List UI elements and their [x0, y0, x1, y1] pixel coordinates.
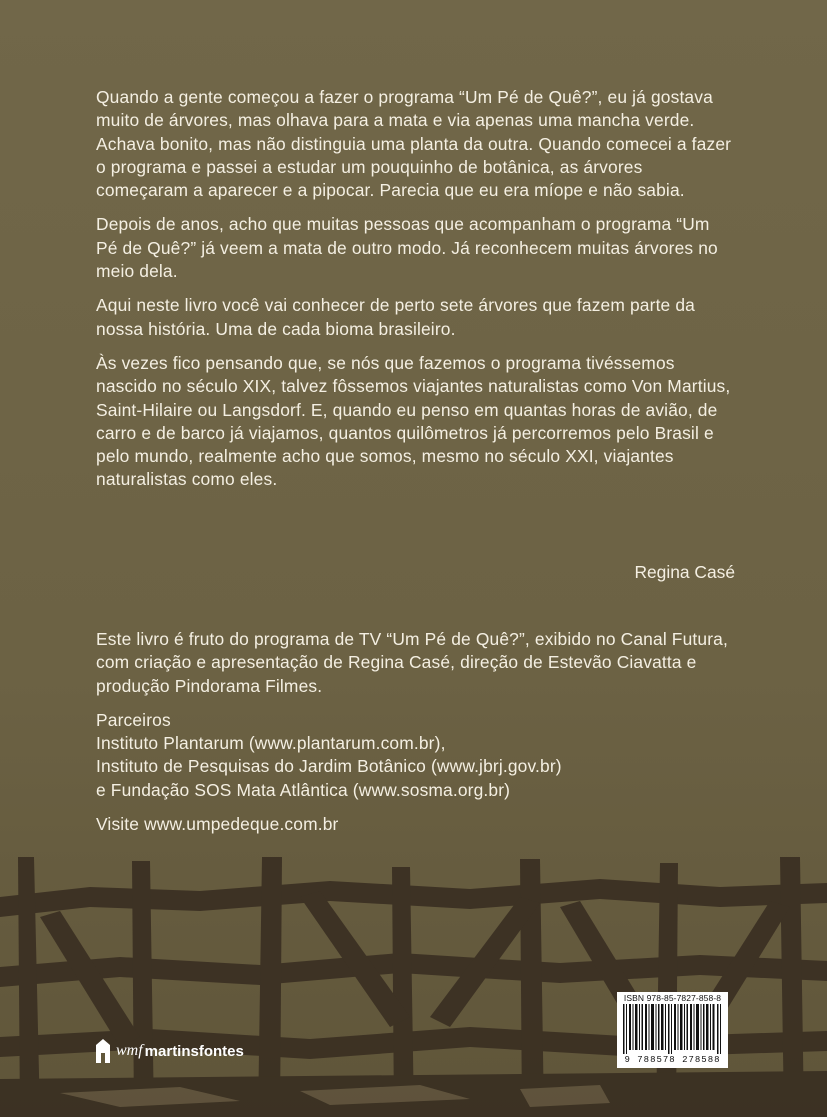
partner-sosma: e Fundação SOS Mata Atlântica (www.sosma.org.br) [96, 779, 511, 800]
intro-paragraph-1: Quando a gente começou a fazer o programa “Um Pé de Quê?”, eu já gostava muito de árvores, mas olhava para a mata e via apenas uma mancha verde. Achava bonito, mas não distinguia uma planta da outra. Quando comecei a fazer o programa e passei a estudar um pouquinho de botânica, as árvores começaram a aparecer e a pipocar. Parecia que eu era míope e não sabia. [96, 87, 732, 201]
intro-paragraph-3: Aqui neste livro você vai conhecer de perto sete árvores que fazem parte da nossa história. Uma de cada bioma brasileiro. [96, 295, 695, 339]
partners-heading: Parceiros [96, 709, 171, 730]
visit-line: Visite www.umpedeque.com.br [96, 814, 339, 835]
intro-text [96, 86, 736, 503]
publisher-imprint: wmf [116, 1042, 143, 1059]
isbn-number: ISBN 978-85-7827-858-8 [623, 993, 722, 1003]
barcode [617, 992, 728, 1068]
credits [96, 628, 736, 847]
fence-illustration [0, 857, 827, 1117]
publisher-logo [96, 1038, 244, 1064]
signature: Regina Casé [634, 562, 735, 582]
intro-paragraph-2: Depois de anos, acho que muitas pessoas que acompanham o programa “Um Pé de Quê?” já veem a mata de outro modo. Já reconhecem muitas árvores no meio dela. [96, 214, 718, 282]
partner-plantarum: Instituto Plantarum (www.plantarum.com.br), [96, 733, 446, 754]
barcode-bars-icon [623, 1004, 722, 1054]
partner-jbrj: Instituto de Pesquisas do Jardim Botânico (www.jbrj.gov.br) [96, 756, 562, 777]
partners-block [96, 709, 736, 802]
publisher-name: martinsfontes [144, 1042, 244, 1060]
intro-paragraph-4: Às vezes fico pensando que, se nós que fazemos o programa tivéssemos nascido no século XIX, talvez fôssemos viajantes naturalistas como Von Martius, Saint-Hilaire ou Langsdorf. E, quando eu penso em quantas horas de avião, de carro e de barco já viajamos, quantos quilômetros já percorremos pelo Brasil e pelo mundo, realmente acho que somos, mesmo no século XXI, viajantes naturalistas como eles. [96, 352, 731, 490]
about-paragraph: Este livro é fruto do programa de TV “Um Pé de Quê?”, exibido no Canal Futura, com criação e apresentação de Regina Casé, direção de Estevão Ciavatta e produção Pindorama Filmes. [96, 629, 728, 696]
barcode-digits: 9 788578 278588 [624, 1055, 721, 1065]
house-logo-icon [96, 1039, 110, 1063]
